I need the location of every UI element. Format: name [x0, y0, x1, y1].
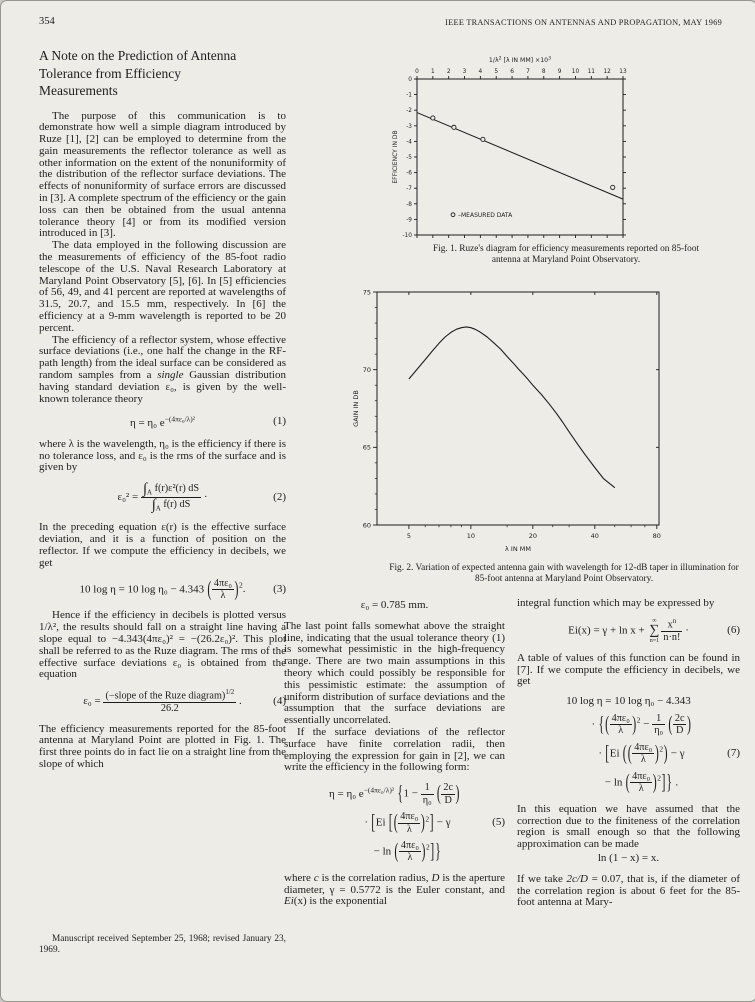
svg-text:10: 10 [571, 69, 580, 75]
journal-header: IEEE TRANSACTIONS ON ANTENNAS AND PROPAGATION, MAY 1969 [445, 18, 722, 27]
paragraph: where c is the correlation radius, D is the aperture diameter, γ = 0.5772 is the Euler constant, and Ei(x) is the exponential [284, 871, 505, 908]
svg-text:80: 80 [652, 532, 661, 540]
svg-text:-10: -10 [402, 233, 412, 239]
approximation-equation: ln (1 − x) = x. [597, 851, 660, 864]
svg-text:6: 6 [510, 69, 514, 75]
paragraph: If the surface deviations of the reflector surface have finite correlation radii, then employing the expression for gain in [2], we can write the efficiency in the following form: [284, 725, 505, 774]
svg-text:5: 5 [406, 532, 411, 540]
paragraph: In the preceding equation ε(r) is the effective surface deviation, and it is a function of position on the reflector. If we compute the efficiency in decibels, we get [39, 521, 286, 569]
epsilon-value-equation: ε₀ = 0.785 mm. [360, 599, 429, 611]
equation-4: ε₀ = $\frac{(-slope of the Ruze diagram)^{1/2}}{26.2}$ . (4) [83, 688, 286, 715]
svg-text:3: 3 [462, 69, 467, 75]
svg-text:-1: -1 [406, 92, 412, 99]
fig1-caption: Fig. 1. Ruze's diagram for efficiency measurements reported on 85-foot antenna at Maryland Point Observatory. [432, 244, 700, 265]
equation-6: Ei(x) = γ + ln x + ∞ ∑ n=1 $\frac{x^n}{n\cdot n!}$ · (6) [568, 617, 740, 644]
svg-text:EFFICIENCY IN DB: EFFICIENCY IN DB [392, 130, 399, 184]
svg-text:4: 4 [478, 69, 483, 75]
svg-text:20: 20 [528, 532, 537, 540]
svg-text:1: 1 [430, 69, 435, 75]
paragraph: If we take 2c/D = 0.07, that is, if the diameter of the correlation region is about 6 feet for the 85-foot antenna at Mary- [517, 872, 740, 909]
paragraph: In this equation we have assumed that the correction due to the finiteness of the correlation region is small enough so that the following approximation can be made [517, 802, 740, 851]
equation-7: 10 log η = 10 log η₀ − 4.343 · {( $\frac{\text{4πε₀}}{\lambda}$ )$^2$ − $\frac{1}{\text{η₀}}$ ( $\frac{2c}{D}$ ) · [Ei (( $\frac{\text{4πε₀}}{\lambda}$ )$^2$) − γ (7) − ln ( $\frac{\text{4πε₀}}{\lambda}$ )$^2$]} . [566, 695, 740, 795]
svg-text:GAIN IN DB: GAIN IN DB [352, 390, 360, 427]
svg-text:-7: -7 [406, 186, 412, 193]
page-number: 354 [39, 16, 55, 27]
svg-text:0: 0 [408, 77, 412, 83]
svg-text:75: 75 [362, 288, 371, 297]
svg-text:9: 9 [557, 69, 562, 75]
svg-text:70: 70 [362, 365, 371, 374]
svg-text:13: 13 [619, 69, 627, 75]
equation-1: η = η₀ $e^{-(4\pi\varepsilon_0/\lambda)^2}$ (1) [129, 414, 286, 430]
svg-text:–MEASURED DATA: –MEASURED DATA [458, 211, 513, 219]
svg-text:12: 12 [603, 69, 611, 75]
paragraph: The purpose of this communication is to demonstrate how well a simple diagram introduced by Ruze [1], [2] can be employed to determine from the gain measurements the reflector tolerance as well as other information on the extent of the nonuniformity of the distribution of the reflector surface deviations. The effects of nonuniformity of surface errors are discussed in [3]. A complete spectrum of the efficiency or the gain loss can then be obtained from the usual antenna tolerance theory [4] or from its modified version introduced in [3]. [39, 109, 286, 240]
svg-text:2: 2 [446, 69, 451, 75]
paragraph: The efficiency of a reflector system, whose effective surface deviations (i.e., one half the change in the RF-path length) from the ideal surface can be considered as random samples from a single Gaussian distribution having standard deviation ε₀, is given by the well-known tolerance theory [39, 333, 286, 405]
svg-text:11: 11 [587, 69, 596, 75]
paragraph: The last point falls somewhat above the straight line, indicating that the usual tolerance theory (1) is somewhat pessimistic in the high-frequency range. There are two main assumptions in this theory which could possibly be responsible for this pessimistic estimate: the assumption of uniform distribution of surface deviations and the assumption that the surface deviations are essentially uncorrelated. [284, 619, 505, 727]
paragraph: Hence if the efficiency in decibels is plotted versus 1/λ², the results should fall on a straight line having a slope equal to −4.343(4πε₀)² = −(26.2ε₀)². This plot shall be referred to as the Ruze diagram. The rms of the effective surface deviations ε₀ is obtained from the equation [39, 609, 286, 681]
fig2-caption: Fig. 2. Variation of expected antenna gain with wavelength for 12-dB taper in illumination for 85-foot antenna at Maryland Point Observatory. [389, 563, 739, 584]
svg-text:-9: -9 [406, 217, 412, 224]
paragraph: The data employed in the following discussion are the measurements of efficiency of the 85-foot radio telescope of the U.S. Naval Research Laboratory at Maryland Point Observatory [5], [6]. In [5] efficiencies of 56, 49, and 41 percent are reported at wavelengths of 31.5, 20.7, and 15.5 mm, respectively. In [6] the efficiency at a 9-mm wavelength is reported to be 20 percent. [39, 239, 286, 334]
svg-text:-2: -2 [406, 108, 412, 115]
svg-text:7: 7 [526, 69, 530, 75]
equation-2: ε₀² = $\frac{\int_A f(r)\varepsilon^2(r) dS}{\int_A f(r) dS}$ · (2) [117, 481, 286, 514]
svg-text:8: 8 [541, 69, 546, 75]
fig2-gain-chart [351, 284, 666, 559]
svg-text:0: 0 [415, 69, 419, 75]
right-column [517, 598, 740, 909]
svg-text:5: 5 [494, 69, 499, 75]
svg-text:-6: -6 [406, 170, 412, 177]
svg-text:-8: -8 [406, 201, 412, 208]
paragraph: A table of values of this function can be found in [7]. If we compute the efficiency in decibels, we get [517, 651, 740, 688]
left-column [39, 47, 286, 771]
paragraph: where λ is the wavelength, η₀ is the efficiency if there is no tolerance loss, and ε₀ is the rms of the surface and is given by [39, 437, 286, 474]
svg-text:1/λ2​ [λ IN MM] ×103​: $1/\lambda^2$ [λ IN $MM] \times 10^3$ [488, 56, 552, 64]
paragraph: The efficiency measurements reported for the 85-foot antenna at Maryland Point are plotted in Fig. 1. The first three points do in fact lie on a straight line from the slope of which [39, 722, 286, 770]
svg-text:-5: -5 [406, 155, 412, 161]
footnote: Manuscript received September 25, 1968; revised January 23, 1969. [39, 934, 286, 955]
svg-text:10: 10 [466, 532, 476, 540]
svg-text:-3: -3 [406, 123, 412, 130]
paragraph: integral function which may be expressed by [517, 597, 715, 609]
middle-column [284, 598, 505, 908]
article-title: A Note on the Prediction of Antenna Tolerance from Efficiency Measurements [39, 48, 237, 98]
svg-text:40: 40 [590, 532, 599, 540]
fig1-ruze-diagram-chart [389, 51, 639, 247]
equation-5: η = η₀ $e^{-(4\pi\varepsilon_0/\lambda)^2}$ {1 − $\frac{1}{\text{η₀}}$ ( $\frac{2c}{D}$ ) · [Ei [( $\frac{\text{4πε₀}}{\lambda}$ )$^2$] − γ (5) − ln ( $\frac{\text{4πε₀}}{\lambda}$ )$^2$]} [329, 780, 505, 864]
svg-text:60: 60 [362, 521, 371, 530]
svg-text:-4: -4 [406, 139, 412, 146]
svg-text:65: 65 [362, 443, 371, 452]
svg-text:λ IN MM: λ IN MM [505, 545, 531, 553]
equation-3: 10 log η = 10 log η₀ − 4.343 ( $\frac{\text{4πε₀}}{\lambda}$ )$^2$. (3) [79, 575, 286, 602]
